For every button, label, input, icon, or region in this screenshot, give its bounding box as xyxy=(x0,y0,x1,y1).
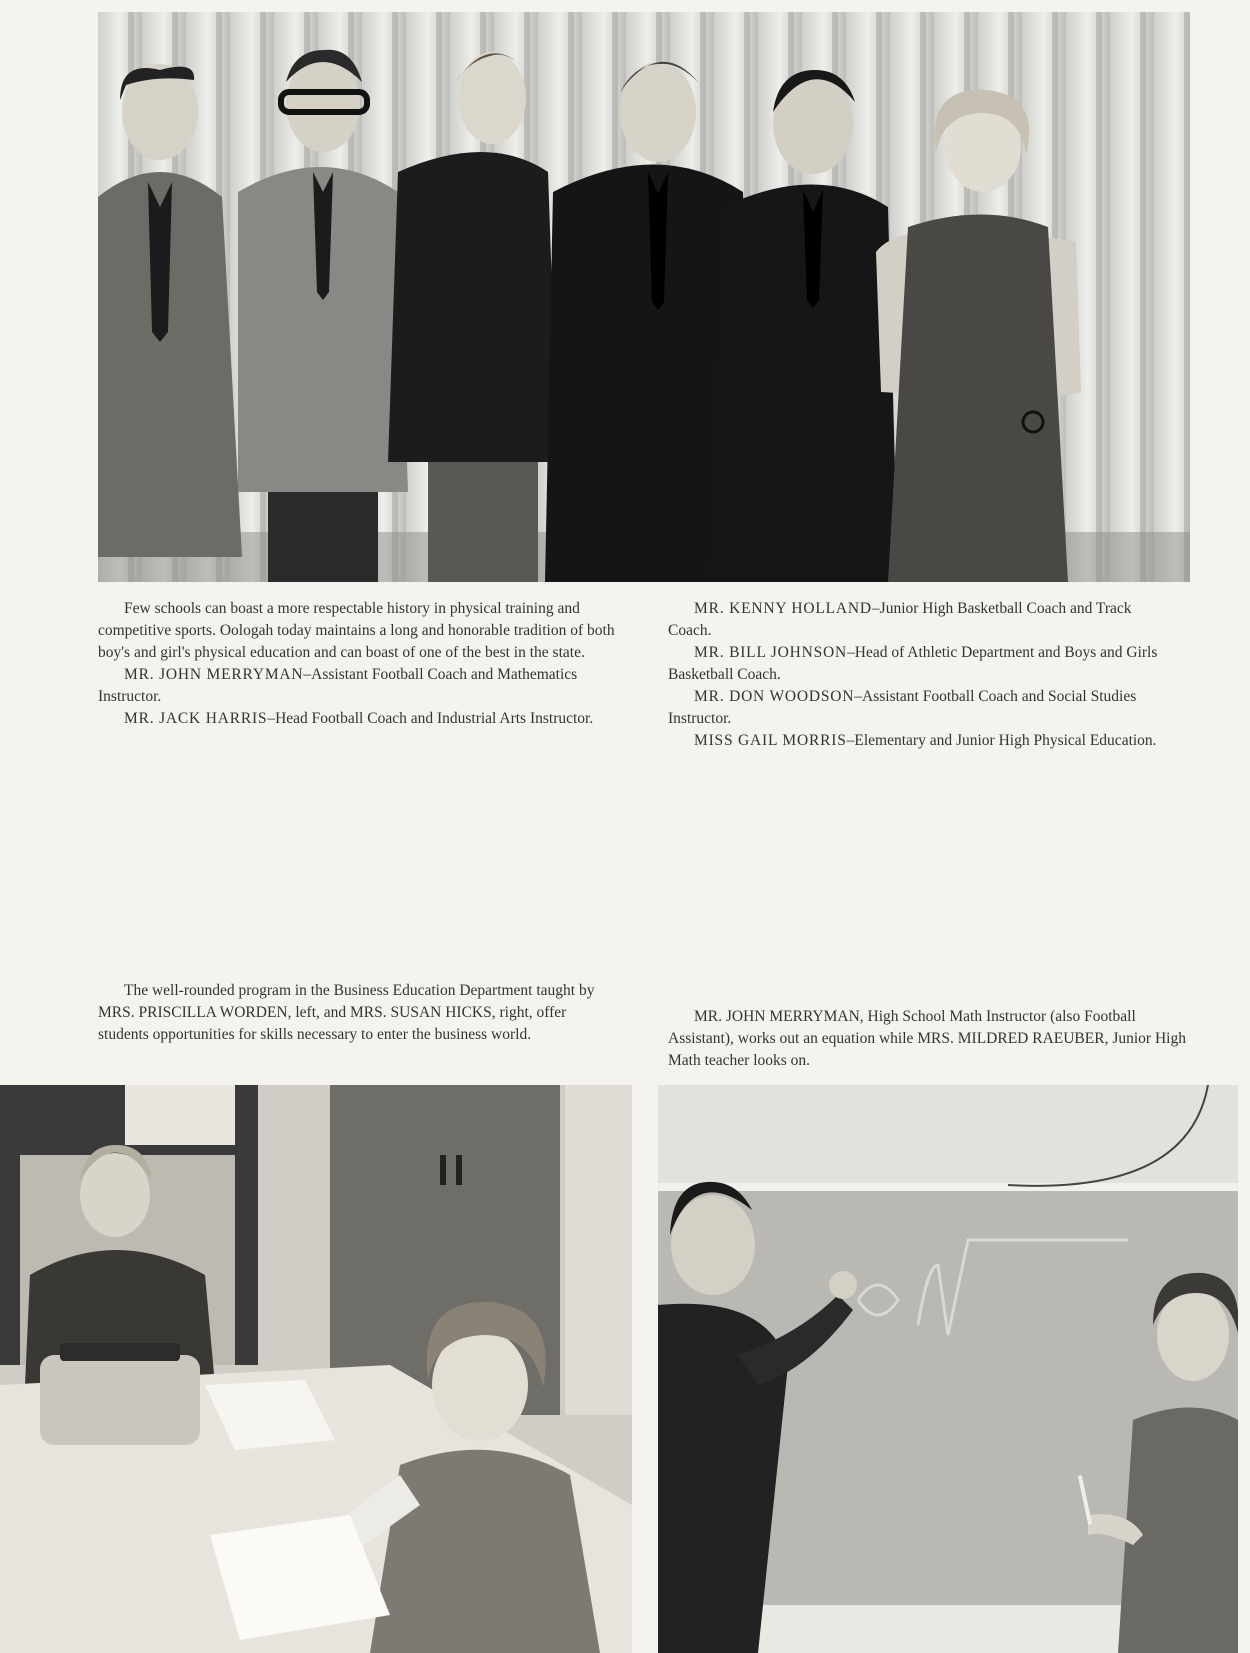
staff-name: MR. DON WOODSON xyxy=(694,688,855,705)
math-department-photo-art xyxy=(658,1085,1238,1653)
intro-paragraph: Few schools can boast a more respectable history in physical training and competitive sports. Oologah today maintains a long and honorable tradition of both boy's and girl's physical education and can boast of one of the best in the state. xyxy=(98,600,615,661)
staff-name: MISS GAIL MORRIS xyxy=(694,732,847,749)
staff-role: –Assistant Football Coach and Mathematics Instructor. xyxy=(98,666,578,705)
staff-entry xyxy=(668,598,1168,642)
staff-roster-column xyxy=(668,598,1168,752)
staff-role: –Junior High Basketball Coach and Track Coach. xyxy=(668,600,1132,639)
staff-entry xyxy=(668,642,1168,686)
staff-name: MR. JOHN MERRYMAN xyxy=(124,666,304,683)
business-education-photo xyxy=(0,1085,632,1653)
staff-entry xyxy=(668,686,1168,730)
staff-name: MR. BILL JOHNSON xyxy=(694,644,848,661)
business-caption xyxy=(98,980,618,1046)
staff-entry xyxy=(98,664,618,708)
staff-role: –Head Football Coach and Industrial Arts Instructor. xyxy=(267,710,594,727)
math-caption-text: MR. JOHN MERRYMAN, High School Math Instructor (also Football Assistant), works out an equation while MRS. MILDRED RAEUBER, Junior High Math teacher looks on. xyxy=(668,1008,1186,1069)
staff-name: MR. JACK HARRIS xyxy=(124,710,268,727)
staff-entry xyxy=(98,708,618,730)
staff-group-photo xyxy=(98,12,1190,582)
staff-name: MR. KENNY HOLLAND xyxy=(694,600,872,617)
staff-role: –Head of Athletic Department and Boys and Girls Basketball Coach. xyxy=(668,644,1158,683)
intro-column xyxy=(98,598,618,730)
business-education-photo-art xyxy=(0,1085,632,1653)
staff-entry xyxy=(668,730,1168,752)
staff-group-photo-art xyxy=(98,12,1190,582)
staff-role: –Assistant Football Coach and Social Studies Instructor. xyxy=(668,688,1137,727)
business-caption-text: The well-rounded program in the Business Education Department taught by MRS. PRISCILLA WORDEN, left, and MRS. SUSAN HICKS, right, offer students opportunities for skills necessary to enter the business world. xyxy=(98,982,595,1043)
staff-role: –Elementary and Junior High Physical Education. xyxy=(846,732,1157,749)
math-department-photo xyxy=(658,1085,1238,1653)
math-caption xyxy=(668,1006,1188,1072)
